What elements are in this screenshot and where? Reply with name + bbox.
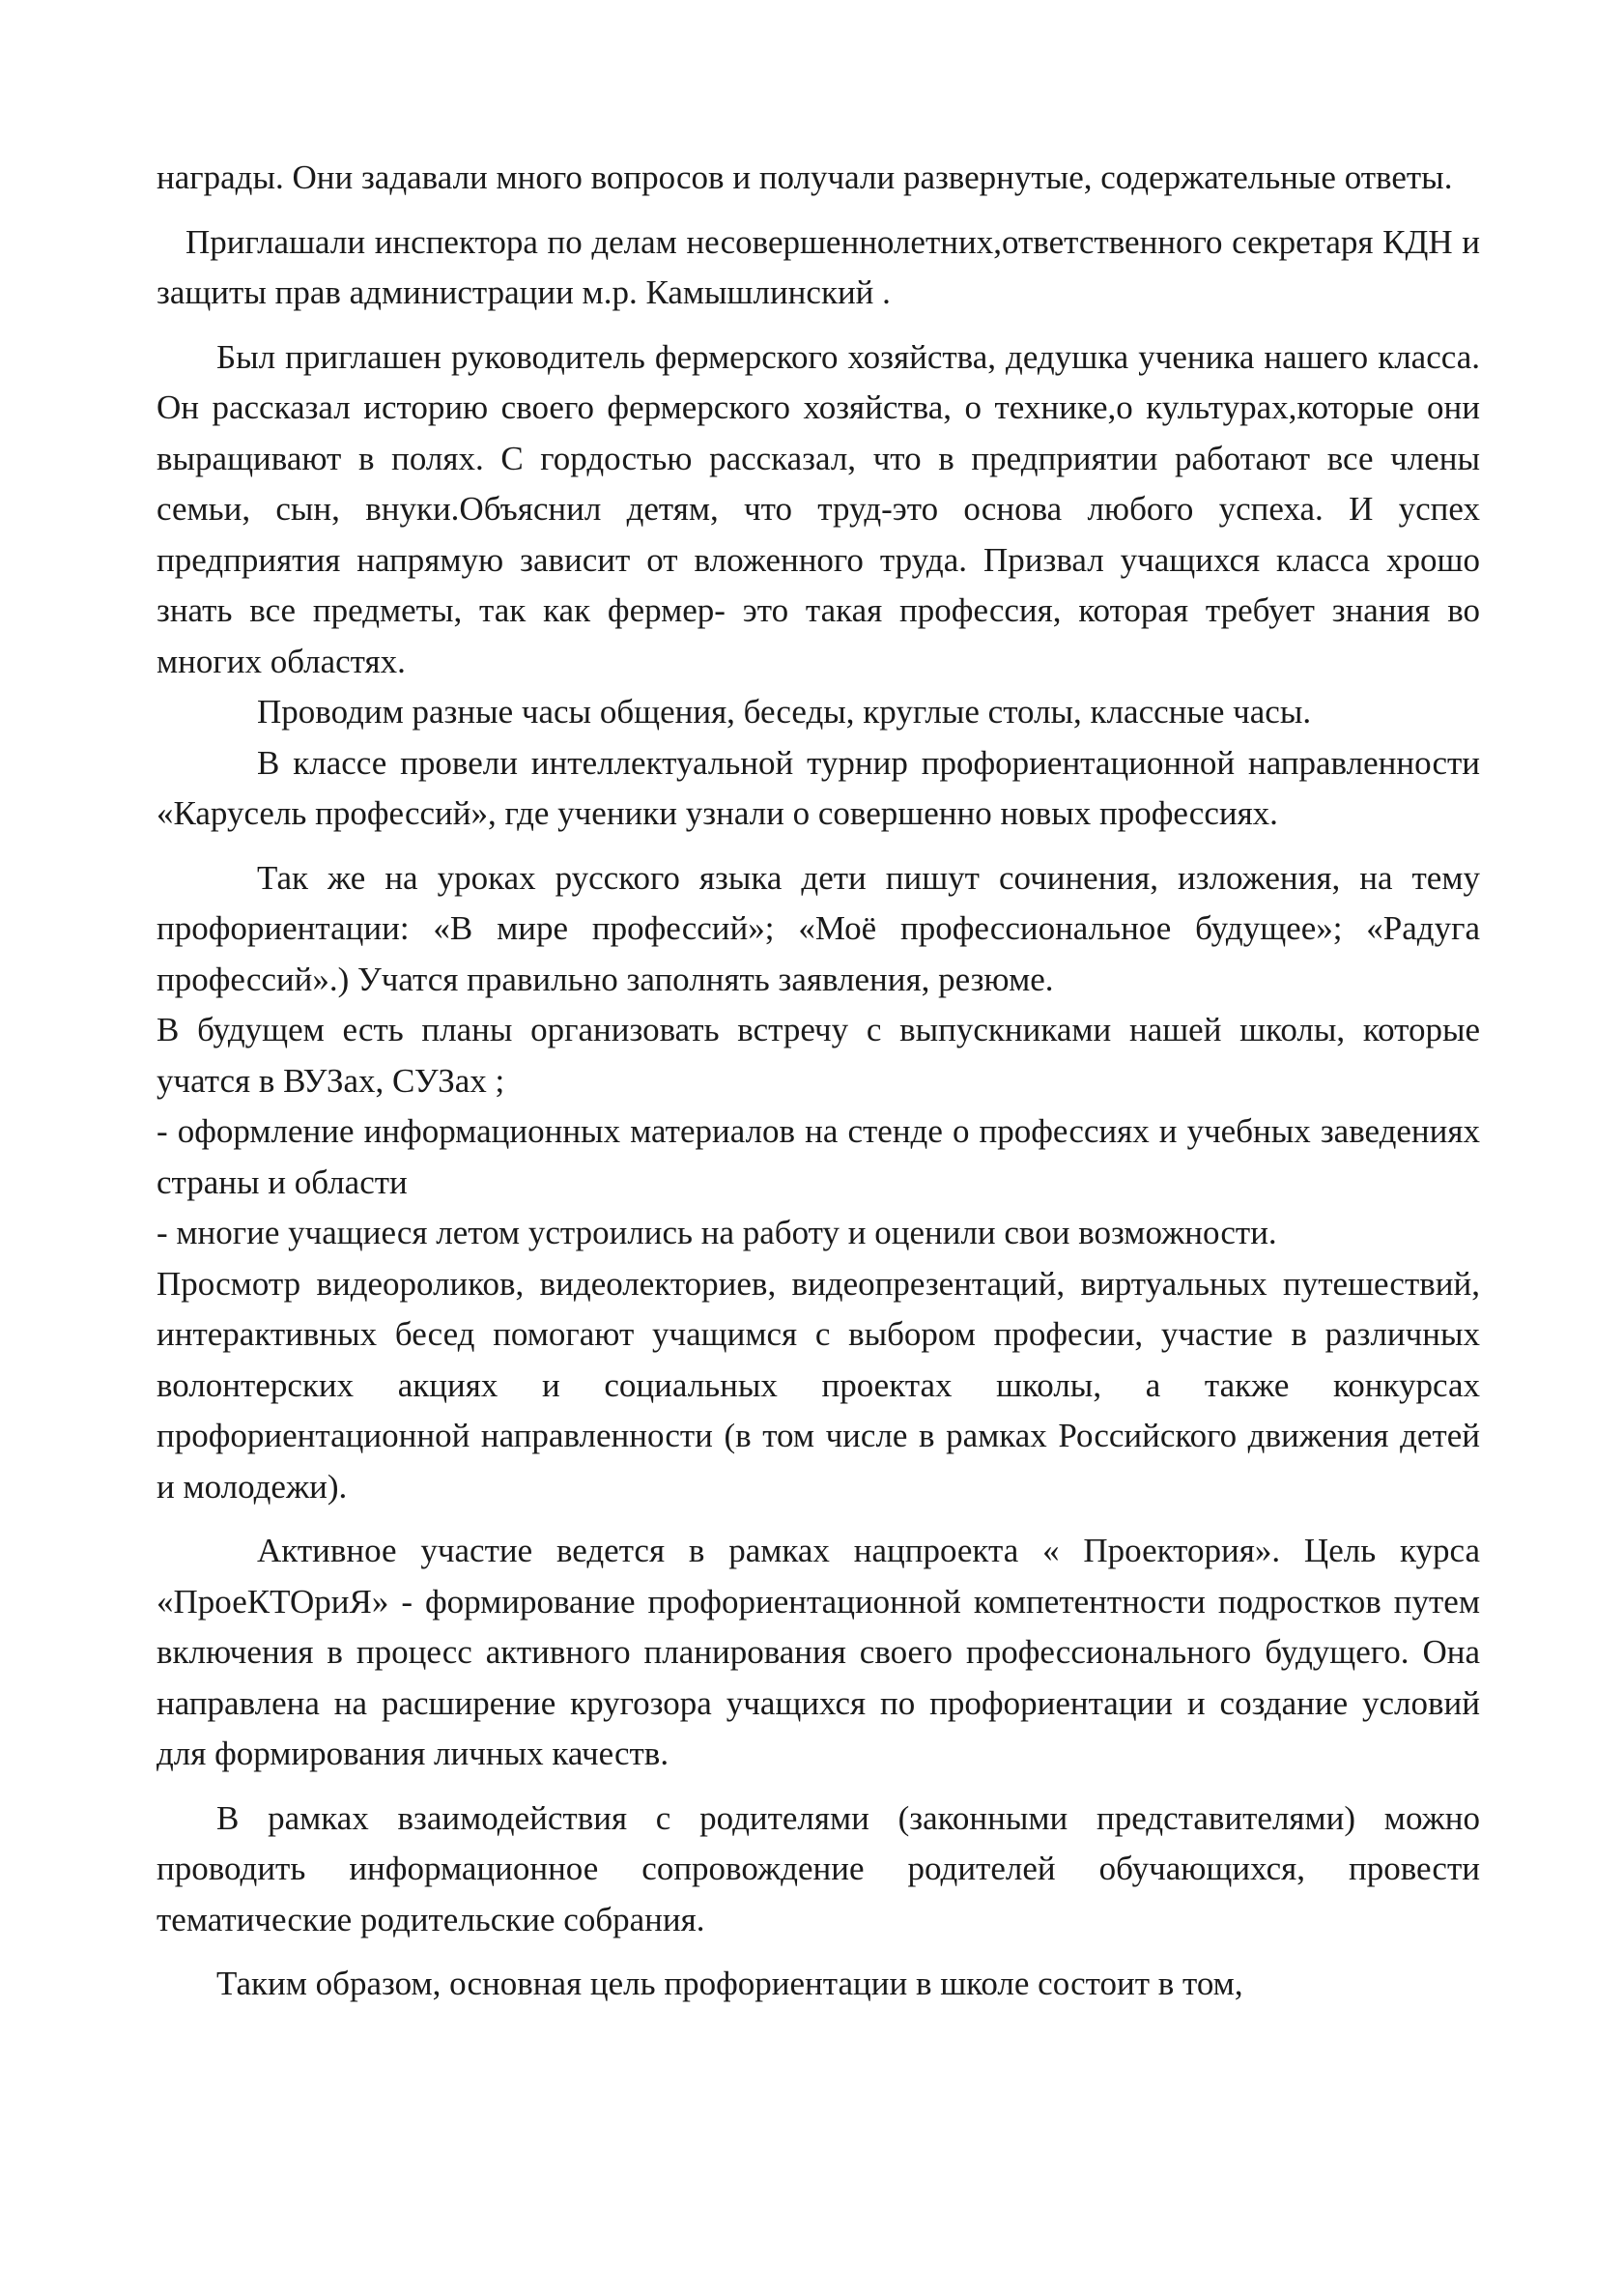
list-item-summer-work: - многие учащиеся летом устроились на работу и оценили свои возможности. [157, 1214, 1277, 1251]
paragraph-future-plans: В будущем есть планы организовать встречу с выпускниками нашей школы, которые учатся в ВУЗах, СУЗах ; [157, 1011, 1480, 1100]
paragraph-parents: В рамках взаимодействия с родителями (законными представителями) можно проводить информационное сопровождение родителей обучающихся, провести тематические родительские собрания. [157, 1798, 1480, 1938]
paragraph-conclusion: Таким образом, основная цель профориентации в школе состоит в том, [216, 1965, 1243, 2002]
document-body [157, 153, 1480, 2010]
paragraph-proektoria: Активное участие ведется в рамках нацпроекта « Проектория». Цель курса «ПроеКТОриЯ» - формирование профориентационной компетентности подростков путем включения в процесс активного планирования своего профессионального будущего. Она направлена на расширение кругозора учащихся по профориентации и создание условий для формирования личных качеств. [157, 1532, 1480, 1772]
paragraph-essays: Так же на уроках русского языка дети пишут сочинения, изложения, на тему профориентации: «В мире профессий»; «Моё профессиональное будущее»; «Радуга профессий».) Учатся правильно заполнять заявления, резюме. [157, 858, 1480, 998]
list-item-info-materials: - оформление информационных материалов на стенде о профессиях и учебных заведениях страны и области [157, 1112, 1480, 1201]
paragraph-class-hours: Проводим разные часы общения, беседы, круглые столы, классные часы. [257, 693, 1312, 731]
paragraph-farmer: Был приглашен руководитель фермерского хозяйства, дедушка ученика нашего класса. Он рассказал историю своего фермерского хозяйства, о технике,о культурах,которые они выращивают в полях. С гордостью рассказал, что в предприятии работают все члены семьи, сын, внуки.Объяснил детям, что труд-это основа любого успеха. И успех предприятия напрямую зависит от вложенного труда. Призвал учащихся класса хрошо знать все предметы, так как фермер- это такая профессия, которая требует знания во многих областях. [157, 337, 1480, 680]
paragraph-videos: Просмотр видеороликов, видеолекториев, видеопрезентаций, виртуальных путешествий, интерактивных бесед помогают учащимся с выбором професии, участие в различных волонтерских акциях и социальных проектах школы, а также конкурсах профориентационной направленности (в том числе в рамках Российского движения детей и молодежи). [157, 1264, 1480, 1506]
paragraph-awards: награды. Они задавали много вопросов и получали развернутые, содержательные ответы. [157, 158, 1453, 196]
paragraph-tournament: В классе провели интеллектуальной турнир профориентационной направленности «Карусель профессий», где ученики узнали о совершенно новых профессиях. [157, 743, 1480, 832]
paragraph-inspector: Приглашали инспектора по делам несовершеннолетних,ответственного секретаря КДН и защиты прав администрации м.р. Камышлинский . [157, 222, 1480, 311]
